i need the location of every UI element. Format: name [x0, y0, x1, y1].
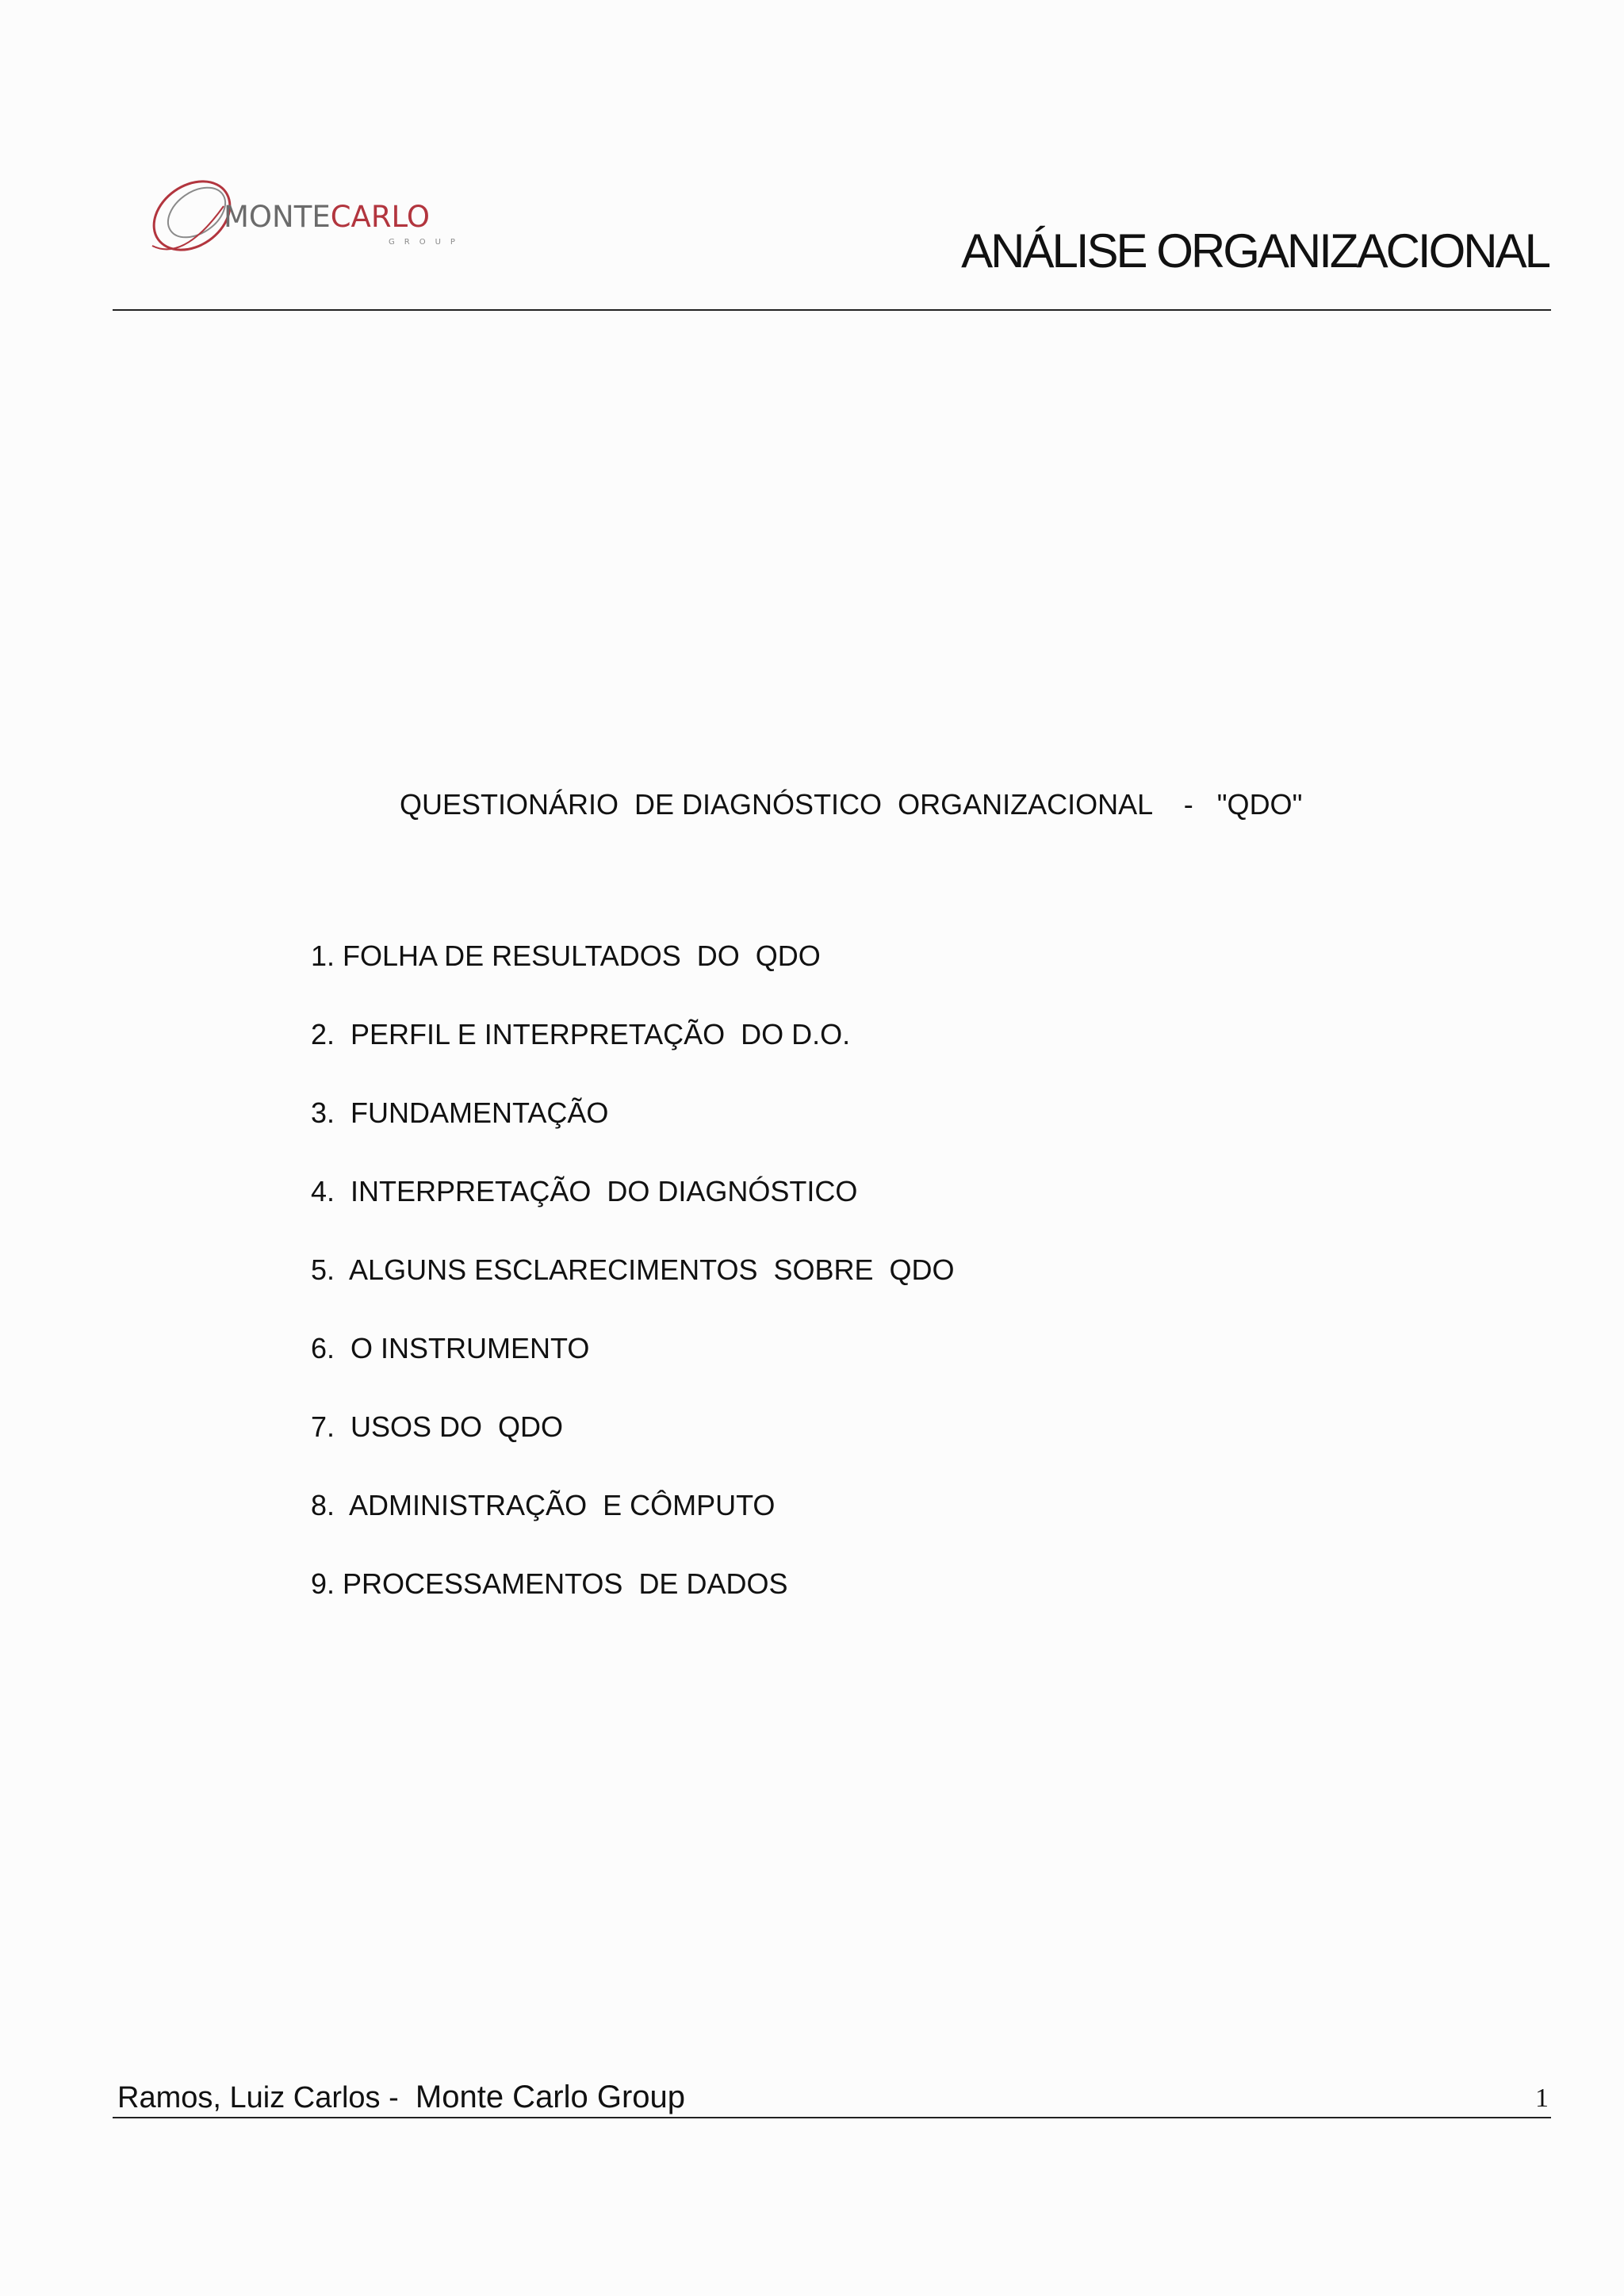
toc-item: 6. O INSTRUMENTO [311, 1332, 590, 1364]
document-title: ANÁLISE ORGANIZACIONAL [961, 224, 1549, 277]
page-number: 1 [1535, 2084, 1549, 2113]
footer-author [117, 2080, 685, 2115]
toc-item: 3. FUNDAMENTAÇÃO [311, 1096, 609, 1129]
toc-item: 4. INTERPRETAÇÃO DO DIAGNÓSTICO [311, 1175, 858, 1207]
questionnaire-title: QUESTIONÁRIO DE DIAGNÓSTICO ORGANIZACIONAL - "QDO" [400, 788, 1303, 821]
logo-wordmark [224, 200, 430, 234]
logo-word-carlo: CARLO [330, 200, 430, 234]
header-divider [113, 309, 1551, 311]
logo-subtext: GROUP [389, 238, 465, 247]
footer-group-name: Monte Carlo Group [415, 2080, 686, 2114]
footer-divider [113, 2117, 1551, 2118]
company-logo [136, 159, 465, 270]
footer-author-name: Ramos, Luiz Carlos - [117, 2081, 416, 2114]
logo-word-monte: MONTE [224, 200, 331, 234]
toc-item: 1. FOLHA DE RESULTADOS DO QDO [311, 939, 821, 972]
toc-item: 9. PROCESSAMENTOS DE DADOS [311, 1567, 788, 1600]
toc-item: 5. ALGUNS ESCLARECIMENTOS SOBRE QDO [311, 1253, 955, 1286]
toc-item: 8. ADMINISTRAÇÃO E CÔMPUTO [311, 1489, 776, 1521]
toc-item: 2. PERFIL E INTERPRETAÇÃO DO D.O. [311, 1018, 851, 1050]
table-of-contents [311, 939, 955, 1646]
toc-item: 7. USOS DO QDO [311, 1410, 564, 1443]
